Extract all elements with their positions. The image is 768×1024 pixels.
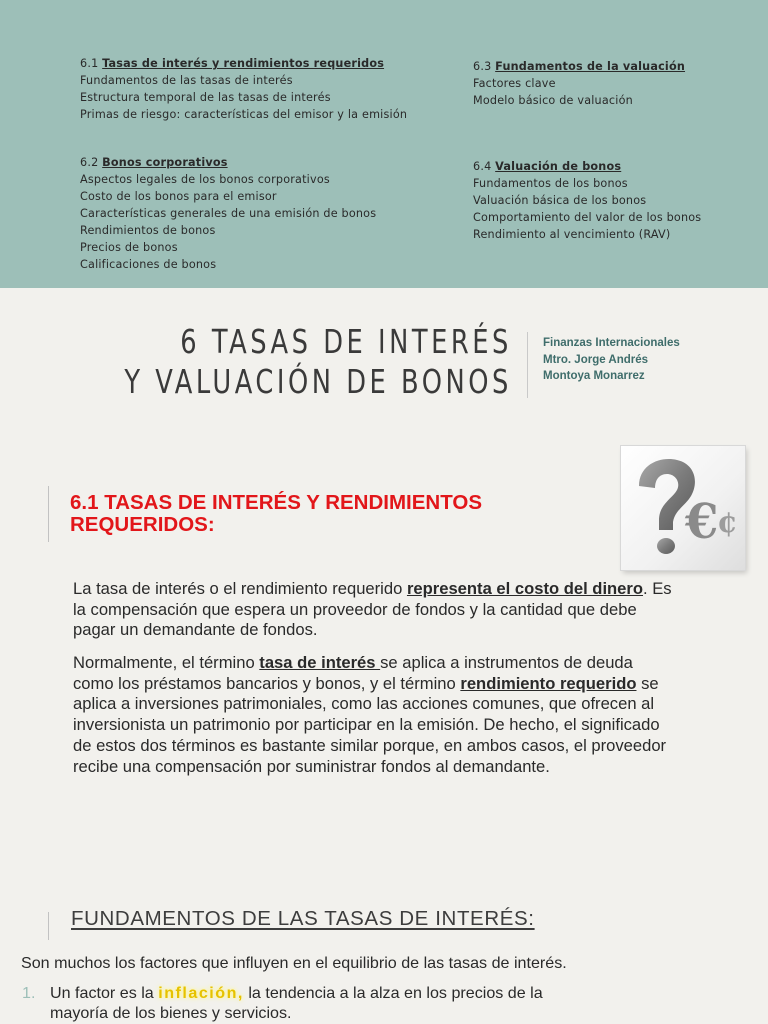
list-item-number: 1.	[22, 984, 36, 1002]
toc-panel	[0, 0, 768, 288]
intro-text: Son muchos los factores que influyen en el equilibrio de las tasas de interés.	[21, 954, 567, 972]
toc-item: Estructura temporal de las tasas de interés	[80, 91, 331, 104]
toc-item: Aspectos legales de los bonos corporativos	[80, 173, 330, 186]
toc-section-6-2	[80, 154, 376, 273]
svg-text:¢: ¢	[717, 505, 738, 540]
title-divider	[527, 332, 528, 398]
toc-item: Primas de riesgo: características del emisor y la emisión	[80, 108, 408, 121]
toc-item: Rendimientos de bonos	[80, 224, 216, 237]
toc-item: Factores clave	[473, 77, 556, 90]
toc-item: Costo de los bonos para el emisor	[80, 190, 277, 203]
list-item	[22, 983, 742, 1023]
emphasized-text: representa el costo del dinero	[406, 579, 644, 598]
toc-section-6-3	[473, 58, 685, 109]
toc-item: Fundamentos de los bonos	[473, 177, 628, 190]
question-mark-euro-icon	[621, 446, 745, 570]
toc-item: Modelo básico de valuación	[473, 94, 633, 107]
course-name: Finanzas Internacionales	[543, 337, 680, 349]
section-title-line: REQUERIDOS:	[70, 513, 215, 536]
toc-section-6-4	[473, 158, 701, 243]
section-accent-bar	[48, 486, 49, 542]
toc-section-heading	[80, 55, 407, 72]
highlighted-term: inflación,	[158, 984, 244, 1002]
toc-item: Características generales de una emisión de bonos	[80, 207, 377, 220]
document-title-line: 6 TASAS DE INTERÉS	[180, 322, 513, 361]
author-name-line: Montoya Monarrez	[543, 370, 645, 382]
emphasized-text: rendimiento requerido	[460, 673, 637, 693]
document-title	[124, 322, 512, 402]
toc-item: Precios de bonos	[80, 241, 178, 254]
author-name-line: Mtro. Jorge Andrés	[543, 353, 649, 366]
list-item-text: la tendencia a la alza en los precios de la	[243, 984, 543, 1002]
toc-section-number: 6.3	[473, 60, 492, 73]
subsection-title: FUNDAMENTOS DE LAS TASAS DE INTERÉS:	[71, 907, 535, 930]
paragraph-text: Normalmente, el término	[73, 653, 260, 672]
toc-section-number: 6.4	[473, 160, 492, 173]
toc-section-number: 6.1	[80, 57, 99, 70]
toc-section-title[interactable]: Bonos corporativos	[102, 156, 228, 169]
section-title-line: 6.1 TASAS DE INTERÉS Y RENDIMIENTOS	[70, 491, 482, 514]
paragraph	[73, 579, 678, 641]
toc-section-heading	[80, 154, 376, 171]
paragraph-text: se aplica a instrumentos de deuda como los préstamos bancarios y bonos, y el término	[73, 653, 633, 693]
toc-section-title[interactable]: Valuación de bonos	[495, 160, 622, 173]
paragraph-text: La tasa de interés o el rendimiento requerido	[73, 579, 407, 598]
svg-text:€: €	[685, 494, 719, 550]
toc-item: Valuación básica de los bonos	[473, 194, 647, 207]
paragraph	[73, 653, 678, 777]
document-title-line: Y VALUACIÓN DE BONOS	[124, 362, 512, 401]
toc-section-heading	[473, 58, 685, 75]
list-item-text: Un factor es la	[50, 984, 159, 1002]
toc-section-6-1	[80, 55, 407, 123]
paragraph-text: se aplica a inversiones patrimoniales, como las acciones comunes, que ofrecen al inversionista un patrimonio por participar en la emisión. De hecho, el significado de estos dos términos es bastante similar porque, en ambos casos, el proveedor recibe una compensación por suministrar fondos al demandante.	[73, 673, 667, 776]
emphasized-text: tasa de interés	[259, 653, 381, 672]
toc-item: Fundamentos de las tasas de interés	[80, 74, 293, 87]
toc-section-title[interactable]: Tasas de interés y rendimientos requeridos	[102, 57, 385, 70]
toc-item: Rendimiento al vencimiento (RAV)	[473, 228, 671, 241]
section-accent-bar	[48, 912, 49, 940]
section-title	[70, 492, 590, 536]
toc-section-number: 6.2	[80, 156, 99, 169]
list-item-text: mayoría de los bienes y servicios.	[50, 1004, 292, 1022]
author-block	[543, 335, 680, 385]
paragraph-text: . Es la compensación que espera un proveedor de fondos y la cantidad que debe pagar un demandante de fondos.	[73, 579, 672, 640]
toc-item: Comportamiento del valor de los bonos	[473, 211, 702, 224]
toc-item: Calificaciones de bonos	[80, 258, 217, 271]
toc-section-heading	[473, 158, 701, 175]
toc-section-title[interactable]: Fundamentos de la valuación	[495, 60, 686, 73]
question-money-image	[621, 446, 745, 570]
